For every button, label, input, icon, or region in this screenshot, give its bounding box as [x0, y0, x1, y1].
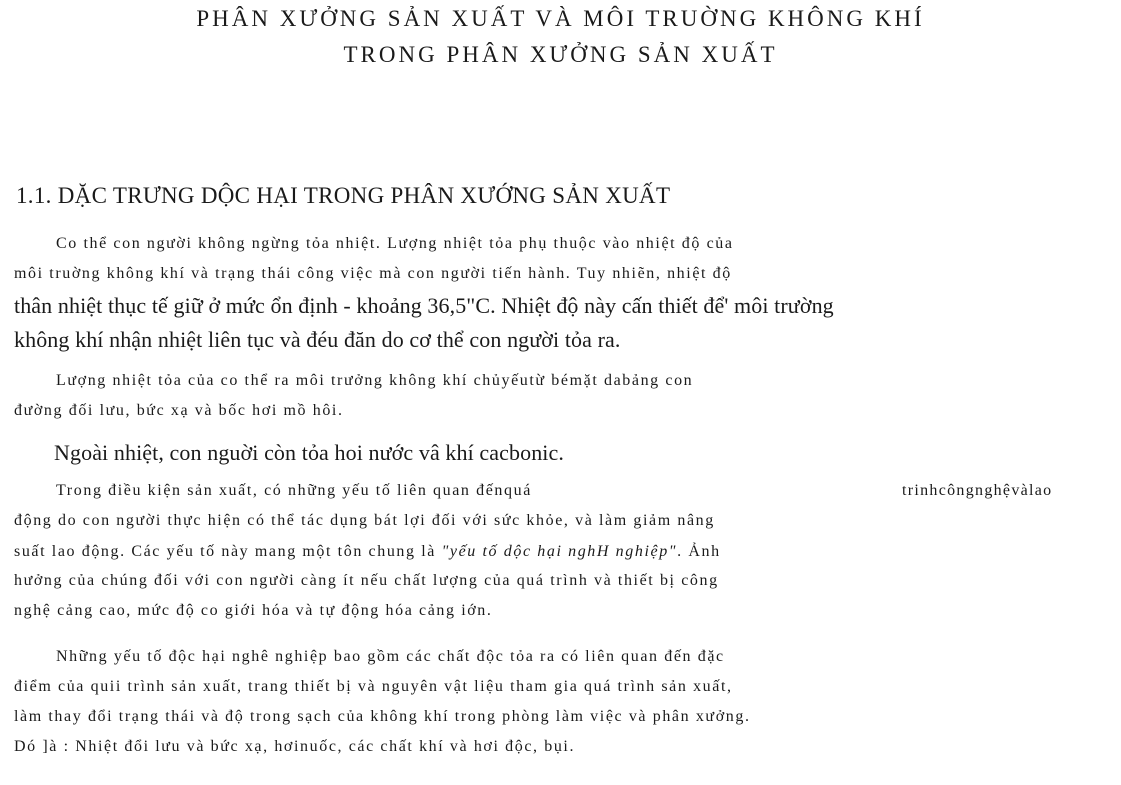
paragraph-4-line-5: nghệ cảng cao, mức độ co giới hóa và tự động hóa cảng iớn.	[14, 602, 493, 619]
document-title-line-2: TRONG PHÂN XƯỞNG SẢN XUẤT	[343, 42, 778, 67]
paragraph-4-line-1: Trong điều kiện sản xuất, có những yếu tố liên quan đếnquá	[56, 482, 532, 499]
paragraph-4-line-1-right: trinhcôngnghệvàlao	[902, 482, 1053, 499]
paragraph-4-line-3	[14, 543, 721, 561]
paragraph-5-line-4: Dó ]à : Nhiệt đổi lưu và bức xạ, hơinuốc, các chất khí và hơi độc, bụi.	[14, 738, 576, 755]
paragraph-4-line-4: hưởng của chúng đối với con người càng ít nếu chất lượng của quá trình và thiết bị công	[14, 572, 719, 589]
paragraph-5-line-1: Những yếu tố độc hại nghê nghiệp bao gồm các chất độc tỏa ra có liên quan đến đặc	[56, 648, 725, 665]
paragraph-5-line-3: làm thay đổi trạng thái và độ trong sạch của không khí trong phòng làm việc và phân xưởng.	[14, 708, 751, 725]
paragraph-5-line-2: điểm của quii trình sản xuất, trang thiết bị và nguyên vật liệu tham gia quá trình sản xuất,	[14, 678, 733, 695]
paragraph-4-line-3-text: suất lao động. Các yếu tố này mang một tôn chung là	[14, 543, 442, 560]
paragraph-1-line-4: không khí nhận nhiệt liên tục và đéu đăn do cơ thể con người tỏa ra.	[14, 327, 621, 352]
paragraph-4-line-3-end: . Ảnh	[677, 543, 721, 560]
paragraph-1-line-3: thân nhiệt thục tế giữ ở mức ổn định - khoảng 36,5"C. Nhiệt độ này cấn thiết để' môi trường	[14, 293, 834, 318]
paragraph-3-line-1: Ngoài nhiệt, con nguời còn tỏa hoi nước vâ khí cacbonic.	[54, 440, 564, 465]
paragraph-1-line-1: Co thể con người không ngừng tỏa nhiệt. Lượng nhiệt tỏa phụ thuộc vào nhiệt độ của	[56, 235, 734, 252]
paragraph-2-line-2: đường đối lưu, bức xạ và bốc hơi mồ hôi.	[14, 402, 344, 419]
document-title-line-1: PHÂN XƯỞNG SẢN XUẤT VÀ MÔI TRUỜNG KHÔNG KHÍ	[196, 6, 925, 31]
paragraph-1-line-2: môi truờng không khí và trạng thái công việc mà con người tiến hành. Tuy nhiẽn, nhiệt độ	[14, 265, 732, 282]
paragraph-4-line-2: động do con người thực hiện có thể tác dụng bát lợi đối với sức khỏe, và làm giảm nâng	[14, 512, 715, 529]
quoted-term: "yếu tố dộc hại nghH nghiệp"	[441, 543, 678, 560]
paragraph-2-line-1: Lượng nhiệt tỏa của co thể ra môi trưởng không khí chủyếutừ bémặt dabảng con	[56, 372, 694, 389]
section-heading: 1.1. DẶC TRƯNG DỘC HẠI TRONG PHÂN XƯỚNG SẢN XUẤT	[16, 183, 671, 208]
